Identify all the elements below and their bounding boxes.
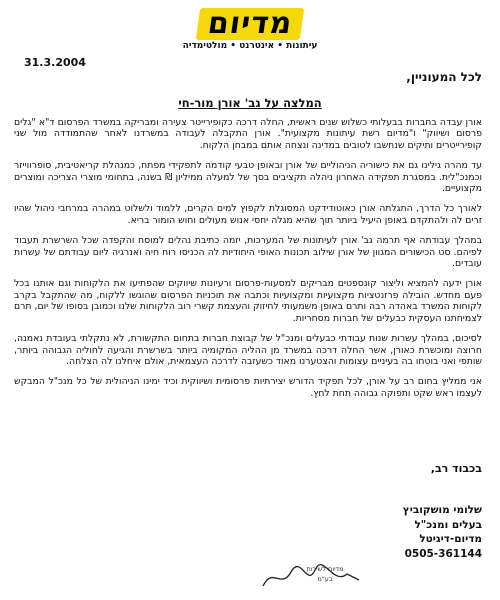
signer-role: בעלים ומנכ"ל xyxy=(414,518,482,531)
signoff: בכבוד רב, xyxy=(430,462,482,475)
body-paragraph: לאורך כל הדרך, התגלתה אורן כאוטודידקט המסוגלת לקפוץ למים הקרים, ללמוד ולשלוט במהרה במרחבי ניהול שהיו זרים לה ולהתקדם באופן היעיל ביותר תוך שהיא מגלה יחסי אנוש מעולים וחוש הומור בריא. xyxy=(14,203,482,226)
body-paragraph: אורן עבדה בחברות בבעלותי כשלוש שנים ראשית, החלה דרכה כקופירייטר צעירה ומבריקה במשרד הפרסום ד"א "גלים פרסום ושיווק" ו"מדיום רשת עיתונות מקצועית". אורן התקבלה לעבודה במשרדנו לאחר שהתמודדה מול שני קופירייטרים ותיקים שנחשבו לטובים במדינה ונצחה אותם במבחן הלקוח. xyxy=(14,117,482,151)
body-paragraph: אורן ידעה להמציא וליצור קונספטים מבריקים למסעות-פרסום ורעיונות שיווקים שהפתיעו את הלקוחות וגם אותנו בכל פעם מחדש. הובילה פרזנטציות מקצועיות ומקצועיות וכתבה את תוכניות הפרסום שהוגשו ללקוח, מה שהתקבל בקרב לקוחות המשרד באהדה רבה ותרם באופן משמעותי לחיזוק והעצמת קשרי רוב הלקוחות שלנו וכמובן בסופו של יום, תרם לצמיחתנו העסקית כבעלים של חברות מסחריות. xyxy=(14,278,482,324)
body-paragraph: עד מהרה גילינו גם את כישוריה הניהוליים של אורן ובאופן טבעי קודמה לתפקידי מפתח, כמנהלת קריאטיבית, סופרווייזר וכמנכ"לית. במסגרת תפקידה האחרון ניהלה תקציבים בסך של למעלה ממיליון ₪ בשנה, בתחומי מוצרי הצריכה ומוצרים מקצועיים. xyxy=(14,160,482,195)
letter-date: 31.3.2004 xyxy=(24,56,86,69)
signature-block xyxy=(403,503,482,561)
letter-title: המלצה על גב' אורן מור-חי xyxy=(178,96,322,110)
signature-stamp xyxy=(255,560,375,594)
body-paragraph: אני ממליץ בחום רב על אורן, לכל תפקיד הדורש יצירתיות פרסומית ושיווקית וכיד ימינו הניהולית של כל מנכ"ל המבקש לעצמו ראש שקט ותפוקה גבוהה תחת לחץ. xyxy=(14,376,482,399)
logo-brand-text: מדיום xyxy=(196,8,305,40)
stamp-line-1: מדיום לשירות xyxy=(306,565,344,573)
letter-body xyxy=(14,117,482,408)
signer-phone: 0505-361144 xyxy=(404,547,482,560)
body-paragraph: במהלך עבודתה אף תרמה גב' אורן לעיתונות של המערכות, יזמה כתיבת נהלים למוסח והקפדה שכל השרשרת תעבוד לפיהם. סט הכישורים המגוון של אורן שילוב תכונות האופי היחודיות לה הכניסו רוח חיה ואנרגיה ליום עבודתם של עשרות עובדים. xyxy=(14,235,482,270)
greeting: לכל המעוניין, xyxy=(406,70,482,84)
body-paragraph: לסיכום, במהלך עשרות שנות עבודתי כבעלים ומנכ"ל של קבוצת חברות בתחום התקשורת, לא נתקלתי בעובדת נאמנה, חרוצה ומוכשרת כאורן, אשר החלה דרכה במשרד מן ההליה המקומיה ביותר בשרשרת והגיעה לחוליה הגבוהה ביותר, שותפי ואני בוטחו בה בעיניים עצומות והצטערנו מאוד כשעזבה לדרכה העצמאית, אולם איחלנו לה הצלחה. xyxy=(14,333,482,367)
stamp-line-2: בע"מ xyxy=(317,575,333,583)
company-logo xyxy=(0,8,500,51)
logo-tagline: עיתונות • אינטרנט • מולטימדיה xyxy=(182,41,318,51)
signer-company: מדיום-דיגיטל xyxy=(419,533,482,545)
signer-name: שלומי מושקוביץ xyxy=(402,504,482,516)
